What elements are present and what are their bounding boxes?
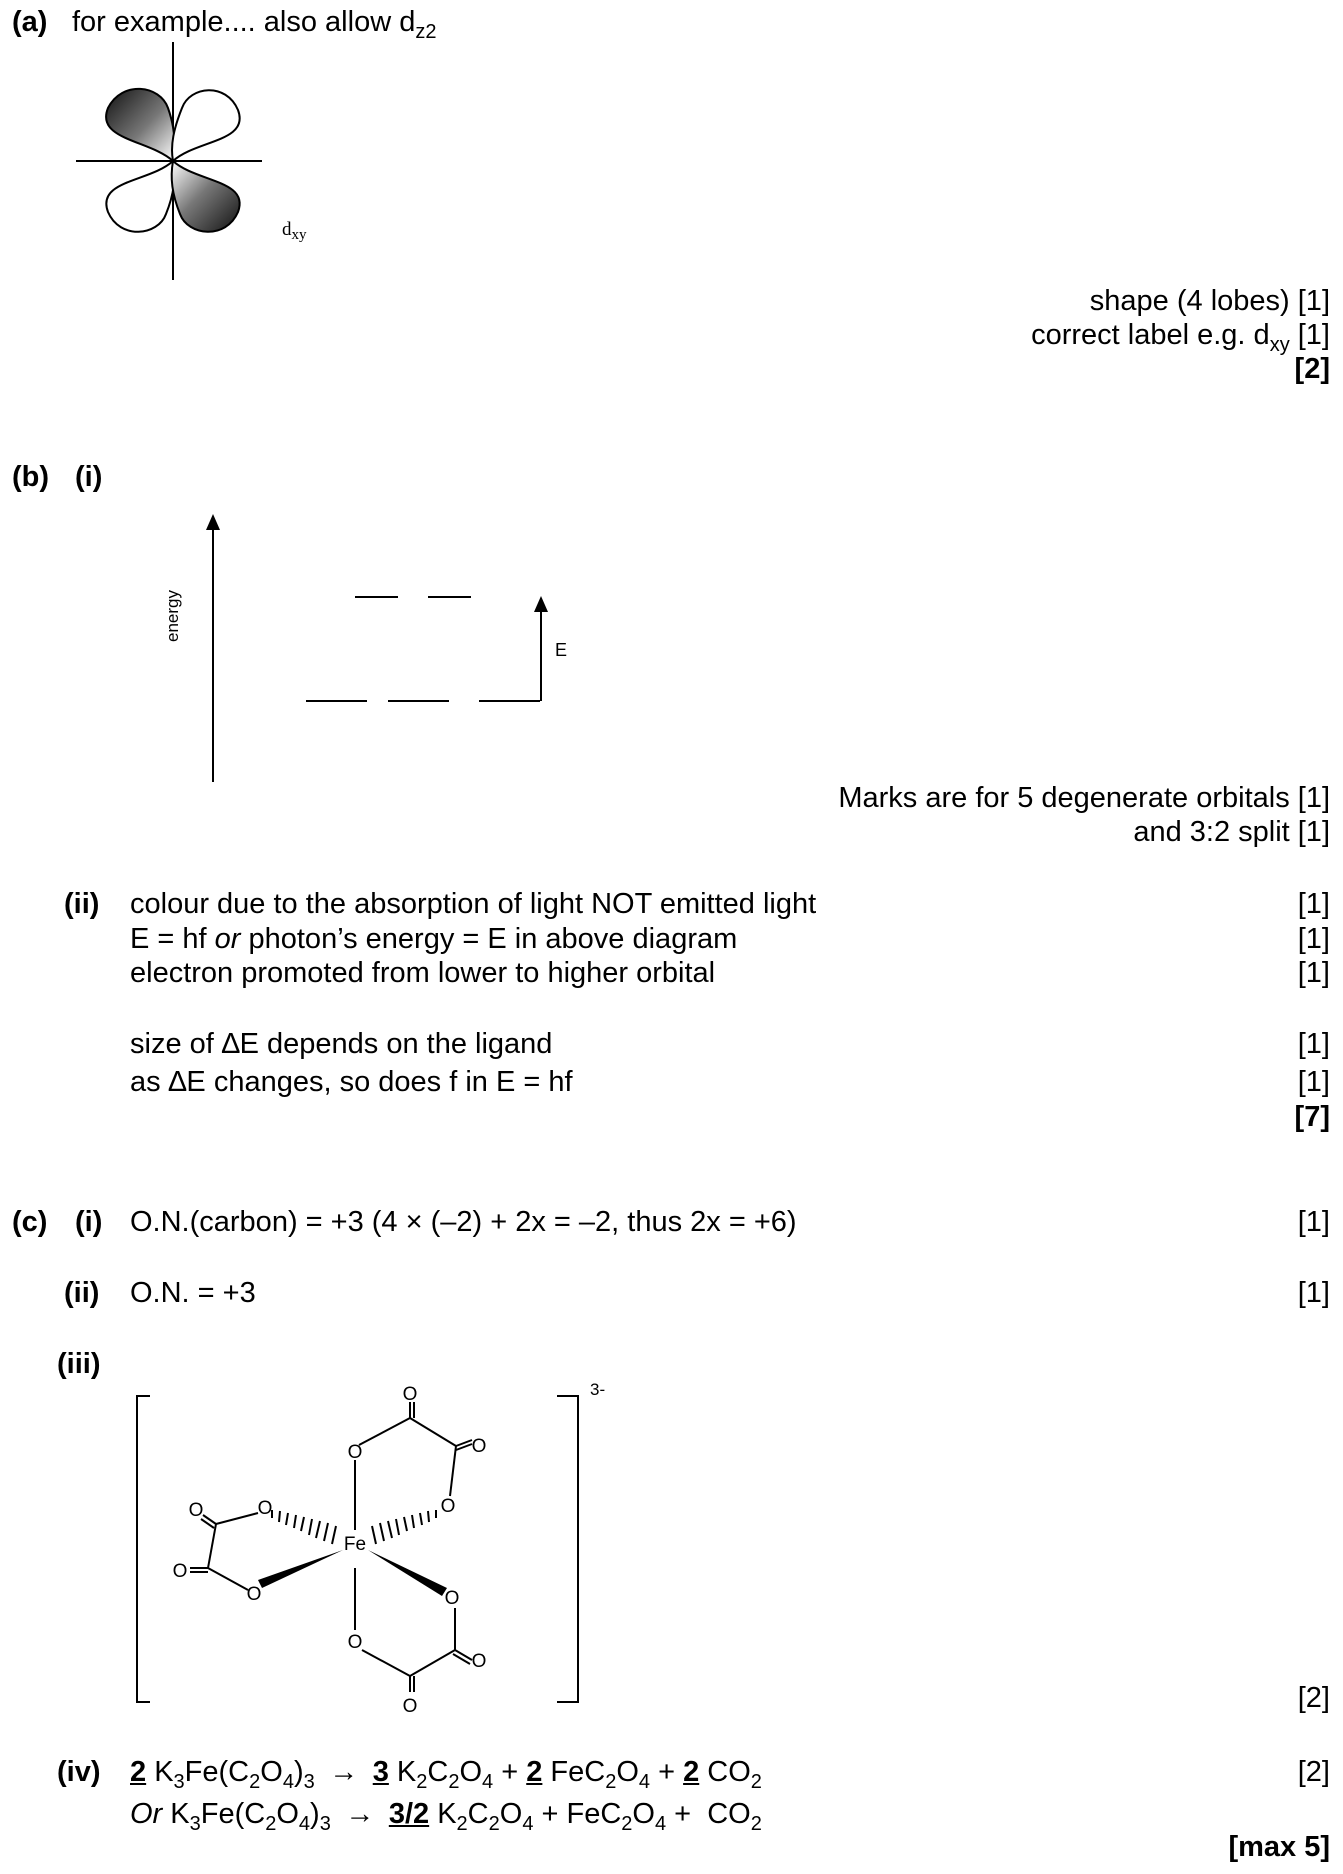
subscript: 4 (654, 1813, 667, 1835)
subscript: 3 (303, 1771, 315, 1793)
part-b-label: (b) (12, 461, 50, 493)
formula-part: K (146, 1756, 174, 1788)
part-b-ii-label: (ii) (64, 888, 100, 920)
formula-part: O (632, 1798, 655, 1830)
formula-part: CO (707, 1798, 751, 1830)
line-2-post: photon’s energy = E in above diagram (240, 923, 738, 955)
line-2-pre: E = hf (130, 923, 215, 955)
plus-sign: + (650, 1756, 684, 1788)
b-ii-mark-5: [1] (1297, 1066, 1330, 1098)
subscript: 2 (448, 1771, 460, 1793)
orbital-label-main: d (282, 219, 292, 240)
subscript: 2 (488, 1813, 500, 1835)
formula-part: O (616, 1756, 639, 1788)
b-ii-line-1: colour due to the absorption of light NOT emitted light (130, 888, 817, 920)
formula-part: FeC (566, 1798, 622, 1830)
o-atom: O (402, 1384, 418, 1405)
subscript: 2 (456, 1813, 468, 1835)
subscript: 2 (605, 1771, 617, 1793)
formula-part: O (499, 1798, 523, 1830)
part-a-label: (a) (12, 6, 48, 38)
formula-part: K (429, 1798, 457, 1830)
c-ii-text: O.N. = +3 (130, 1277, 256, 1309)
fe-atom: Fe (343, 1534, 367, 1555)
bond-c-c-top (410, 1418, 456, 1446)
c-iv-mark: [2] (1297, 1756, 1330, 1788)
formula-part: O (260, 1756, 283, 1788)
o-atom: O (188, 1500, 204, 1521)
coefficient: 2 (130, 1756, 147, 1788)
o-atom: O (440, 1496, 456, 1517)
delta-e-arrowhead (534, 596, 548, 612)
b-ii-mark-3: [1] (1297, 957, 1330, 989)
wedge-bond-right (368, 1550, 447, 1596)
formula-part: K (162, 1798, 190, 1830)
mark-label-subscript: xy (1269, 334, 1290, 356)
subscript: 4 (638, 1771, 651, 1793)
mark-label-score: [1] (1289, 319, 1330, 351)
bond-c-c-bottom (410, 1650, 455, 1676)
energy-axis-label: energy (163, 590, 182, 642)
part-c-iii-label: (iii) (57, 1348, 101, 1380)
formula-part: Fe(C (200, 1798, 266, 1830)
part-b-total: [7] (1294, 1101, 1330, 1133)
hash-bond-right (372, 1510, 436, 1544)
subscript: 2 (416, 1771, 428, 1793)
formula-part: K (388, 1756, 417, 1788)
reaction-arrow: → (345, 1798, 375, 1830)
mark-split: and 3:2 split [1] (1133, 816, 1330, 848)
mark-shape: shape (4 lobes) [1] (1089, 285, 1330, 317)
part-c-total: [max 5] (1228, 1831, 1330, 1863)
mark-degenerate: Marks are for 5 degenerate orbitals [1] (838, 782, 1330, 814)
o-atom: O (347, 1442, 363, 1463)
bond-c-c-left (208, 1524, 216, 1568)
right-bracket (557, 1396, 578, 1702)
formula-part: ) (293, 1756, 304, 1788)
o-atom: O (347, 1632, 363, 1653)
left-bracket (137, 1396, 150, 1702)
part-c-label: (c) (12, 1206, 48, 1238)
part-c-i-label: (i) (75, 1206, 103, 1238)
lobe-lower-left (106, 161, 174, 232)
b-ii-line-5: as ∆E changes, so does f in E = hf (130, 1066, 573, 1098)
line-2-italic: or (214, 923, 241, 955)
b-ii-line-2 (130, 922, 737, 956)
formula-part: C (427, 1756, 449, 1788)
part-c-iv-label: (iv) (57, 1756, 101, 1788)
b-ii-mark-2: [1] (1297, 923, 1330, 955)
b-ii-mark-4: [1] (1297, 1028, 1330, 1060)
lobe-upper-right (172, 90, 240, 161)
subscript: 3 (173, 1771, 185, 1793)
subscript: 4 (482, 1771, 494, 1793)
equation-line-2 (130, 1797, 762, 1841)
subscript: 2 (265, 1813, 277, 1835)
orbital-label (282, 219, 307, 246)
formula-part: ) (310, 1798, 320, 1830)
hash-bond-left (272, 1510, 336, 1544)
formula-part: CO (699, 1756, 751, 1788)
formula-part: O (459, 1756, 483, 1788)
subscript: 4 (298, 1813, 311, 1835)
subscript: 2 (249, 1771, 261, 1793)
subscript: 4 (522, 1813, 534, 1835)
coefficient: 3 (372, 1756, 389, 1788)
mark-label (1031, 318, 1330, 362)
plus-sign: + (533, 1798, 567, 1830)
b-ii-mark-1: [1] (1297, 888, 1330, 920)
wedge-bond-left (258, 1550, 343, 1588)
bond-c-o-bottom-right-carbonyl-2 (453, 1654, 470, 1664)
lobe-lower-right (172, 161, 240, 232)
subscript: 2 (750, 1771, 762, 1793)
subscript: 2 (750, 1813, 762, 1835)
subscript: 3 (319, 1813, 331, 1835)
atom-labels (173, 1384, 487, 1717)
part-b-i-label: (i) (75, 461, 103, 493)
formula-part: Fe(C (184, 1756, 250, 1788)
coefficient: 3/2 (388, 1798, 430, 1830)
intro-text: for example.... also allow d (72, 6, 416, 38)
o-atom: O (402, 1696, 418, 1717)
subscript: 3 (189, 1813, 201, 1835)
o-atom: O (172, 1561, 188, 1582)
bond-c-o-bottom (362, 1650, 410, 1676)
formula-part: C (467, 1798, 489, 1830)
c-i-mark: [1] (1297, 1206, 1330, 1238)
complex-charge: 3- (590, 1380, 606, 1399)
energy-arrowhead (206, 514, 220, 530)
bond-c-o-bottom-right-carbonyl (455, 1650, 472, 1660)
b-ii-line-3: electron promoted from lower to higher orbital (130, 957, 716, 989)
o-atom: O (444, 1588, 460, 1609)
part-c-ii-label: (ii) (64, 1277, 100, 1309)
plus-sign: + (666, 1798, 708, 1830)
subscript: 2 (621, 1813, 633, 1835)
c-i-text: O.N.(carbon) = +3 (4 × (–2) + 2x = –2, thus 2x = +6) (130, 1206, 797, 1238)
coefficient: 2 (683, 1756, 700, 1788)
o-atom: O (246, 1584, 262, 1605)
delta-e-label: E (555, 640, 568, 660)
c-ii-mark: [1] (1297, 1277, 1330, 1309)
or-word: Or (130, 1798, 163, 1830)
bond-c-o-left2 (208, 1568, 248, 1590)
o-atom: O (257, 1498, 273, 1519)
o-atom: O (471, 1436, 487, 1457)
formula-part: O (276, 1798, 299, 1830)
lobe-upper-left (106, 89, 175, 161)
bond-o-c-left1 (216, 1513, 258, 1524)
part-a-total: [2] (1294, 353, 1330, 385)
intro-subscript: z2 (415, 21, 437, 43)
plus-sign: + (493, 1756, 527, 1788)
equation-line-1 (130, 1755, 762, 1799)
formula-part: FeC (542, 1756, 606, 1788)
o-atom: O (471, 1651, 487, 1672)
bond-o-c-top1 (359, 1418, 410, 1445)
coefficient: 2 (526, 1756, 543, 1788)
energy-level-diagram (206, 514, 548, 782)
bond-c-o-top-right (450, 1446, 456, 1496)
c-iii-mark: [2] (1297, 1682, 1330, 1714)
dxy-orbital-diagram (76, 42, 262, 280)
subscript: 4 (282, 1771, 294, 1793)
reaction-arrow: → (329, 1756, 359, 1788)
mark-label-text: correct label e.g. d (1031, 319, 1270, 351)
orbital-label-subscript: xy (291, 227, 307, 243)
b-ii-line-4: size of ∆E depends on the ligand (130, 1028, 553, 1060)
